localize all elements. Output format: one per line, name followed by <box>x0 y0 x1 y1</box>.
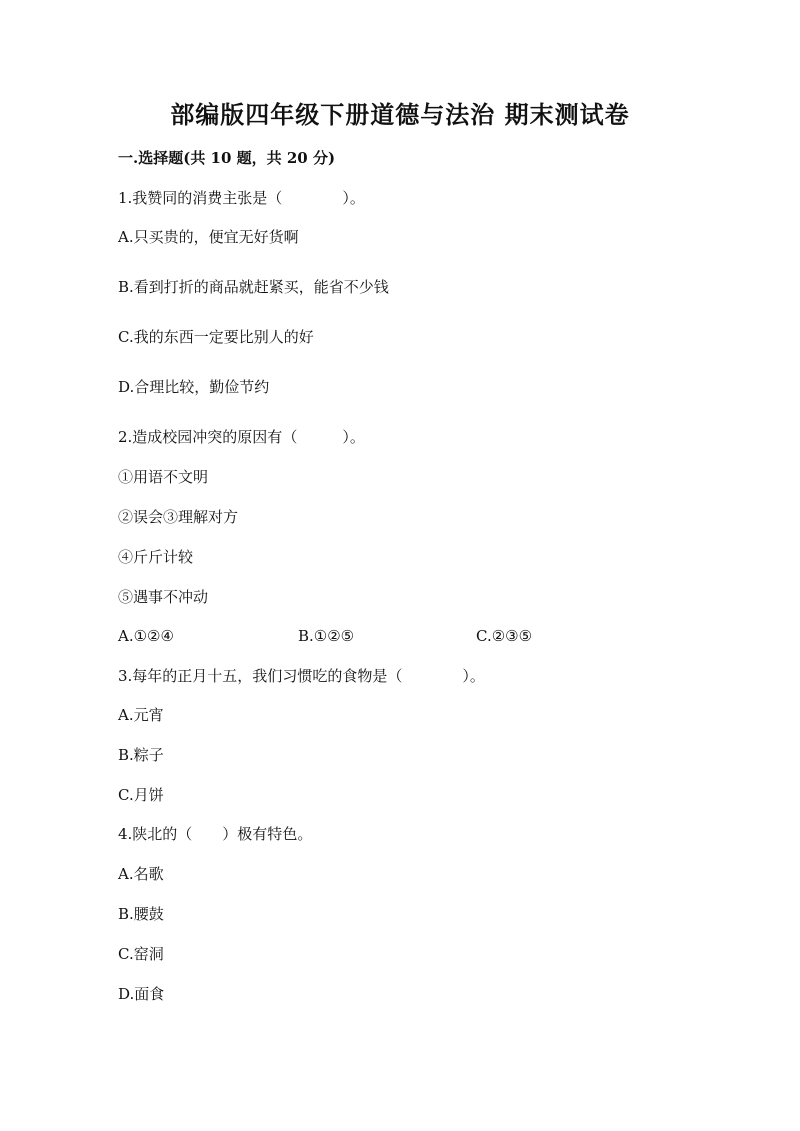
question-3-option-a: A.元宵 <box>118 706 164 724</box>
page-title: 部编版四年级下册道德与法治 期末测试卷 <box>170 100 630 129</box>
question-2-option-a: A.①②④ <box>118 627 174 645</box>
section-heading: 一.选择题(共 10 题，共 20 分) <box>118 149 336 167</box>
question-1-option-c: C.我的东西一定要比别人的好 <box>118 328 314 346</box>
question-1-option-a: A.只买贵的，便宜无好货啊 <box>118 228 299 246</box>
question-3-stem: 3.每年的正月十五，我们习惯吃的食物是（ ）。 <box>118 667 485 685</box>
question-2-option-b: B.①②⑤ <box>298 627 355 645</box>
question-2-item-1: ①用语不文明 <box>118 468 209 486</box>
question-2-item-2: ②误会③理解对方 <box>118 508 239 526</box>
question-2-stem: 2.造成校园冲突的原因有（ ）。 <box>118 428 365 446</box>
question-4-option-b: B.腰鼓 <box>118 905 164 923</box>
question-3-option-b: B.粽子 <box>118 746 164 764</box>
question-4-option-d: D.面食 <box>118 985 165 1003</box>
question-4-option-c: C.窑洞 <box>118 945 164 963</box>
question-1-option-b: B.看到打折的商品就赶紧买，能省不少钱 <box>118 278 389 296</box>
question-2-item-4: ⑤遇事不冲动 <box>118 588 209 606</box>
question-1-stem: 1.我赞同的消费主张是（ ）。 <box>118 189 365 207</box>
question-3-option-c: C.月饼 <box>118 786 164 804</box>
question-2-item-3: ④斤斤计较 <box>118 548 194 566</box>
question-4-option-a: A.名歌 <box>118 865 164 883</box>
question-4-stem: 4.陕北的（ ）极有特色。 <box>118 825 313 843</box>
question-1-option-d: D.合理比较，勤俭节约 <box>118 378 270 396</box>
question-2-option-c: C.②③⑤ <box>476 627 533 645</box>
